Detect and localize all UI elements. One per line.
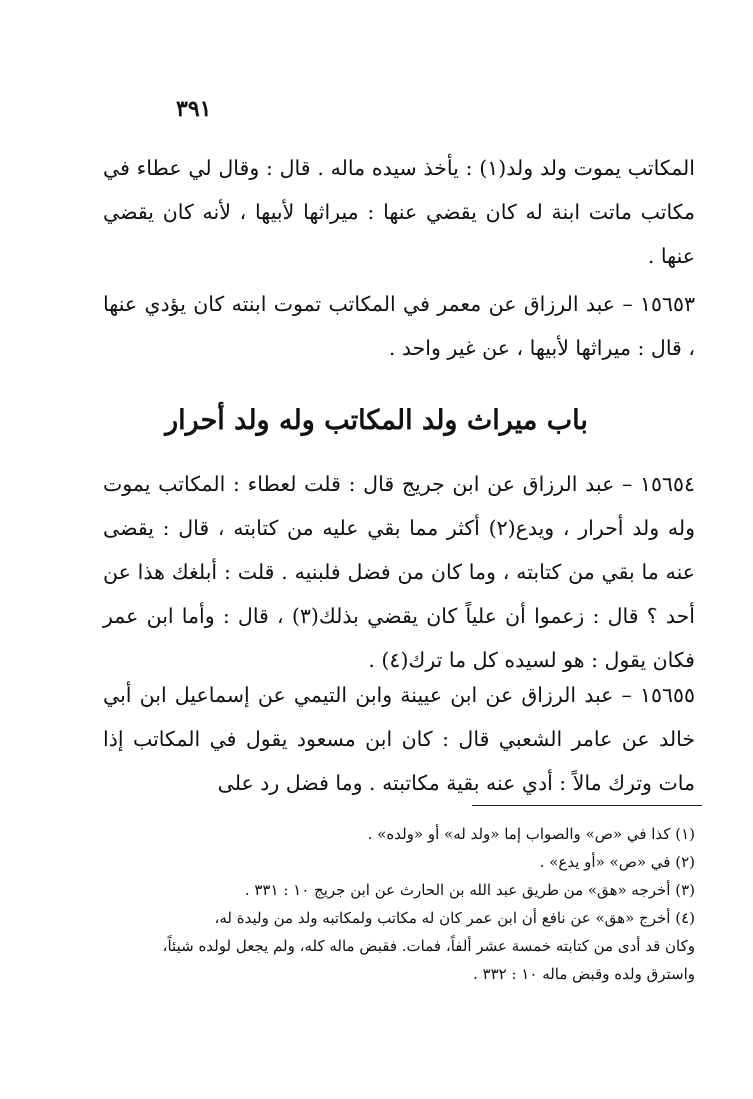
footnotes bbox=[95, 820, 695, 988]
footnote-4-line-3: واسترق ولده وقبض ماله ١٠ : ٣٣٢ . bbox=[472, 965, 695, 983]
chapter-heading: باب ميراث ولد المكاتب وله ولد أحرار bbox=[165, 405, 588, 436]
footnote-2: (٢) في «ص» «أو يدع» . bbox=[539, 853, 695, 871]
paragraph-15655: ١٥٦٥٥ – عبد الرزاق عن ابن عيينة وابن التيمي عن إسماعيل ابن أبي خالد عن عامر الشعبي قال : كان ابن مسعود يقول في المكاتب إذا مات وترك مالاً : أدي عنه بقية مكاتبته . وما فضل رد على bbox=[103, 683, 695, 795]
footnote-3: (٣) أخرجه «هق» من طريق عبد الله بن الحارث عن ابن جريج ١٠ : ٣٣١ . bbox=[244, 881, 695, 899]
paragraph-continuation: المكاتب يموت ولد ولد(١) : يأخذ سيده ماله . قال : وقال لي عطاء في مكاتب ماتت ابنة له كان يقضي عنها : ميراثها لأبيها ، لأنه كان يقضي عنها . bbox=[103, 156, 695, 268]
paragraph-15653: ١٥٦٥٣ – عبد الرزاق عن معمر في المكاتب تموت ابنته كان يؤدي عنها ، قال : ميراثها لأبيها ، عن غير واحد . bbox=[103, 292, 695, 360]
footnote-divider bbox=[472, 805, 702, 806]
page-number: ٣٩١ bbox=[176, 96, 212, 122]
paragraph-15654: ١٥٦٥٤ – عبد الرزاق عن ابن جريج قال : قلت لعطاء : المكاتب يموت وله ولد أحرار ، ويدع(٢) أكثر مما بقي عليه من كتابته ، قال : يقضى عنه ما بقي من كتابته ، وما كان من فضل فلبنيه . قلت : أبلغك هذا عن أحد ؟ قال : زعموا أن علياً كان يقضي بذلك(٣) ، قال : وأما ابن عمر فكان يقول : هو لسيده كل ما ترك(٤) . bbox=[103, 472, 695, 672]
footnote-1: (١) كذا في «ص» والصواب إما «ولد له» أو «ولده» . bbox=[367, 825, 695, 843]
footnote-4-line-2: وكان قد أدى من كتابته خمسة عشر ألفاً، فمات. فقبض ماله كله، ولم يجعل لولده شيئاً، bbox=[162, 937, 695, 955]
footnote-4: (٤) أخرج «هق» عن نافع أن ابن عمر كان له مكاتب ولمكاتبه ولد من وليدة له، bbox=[214, 909, 695, 927]
